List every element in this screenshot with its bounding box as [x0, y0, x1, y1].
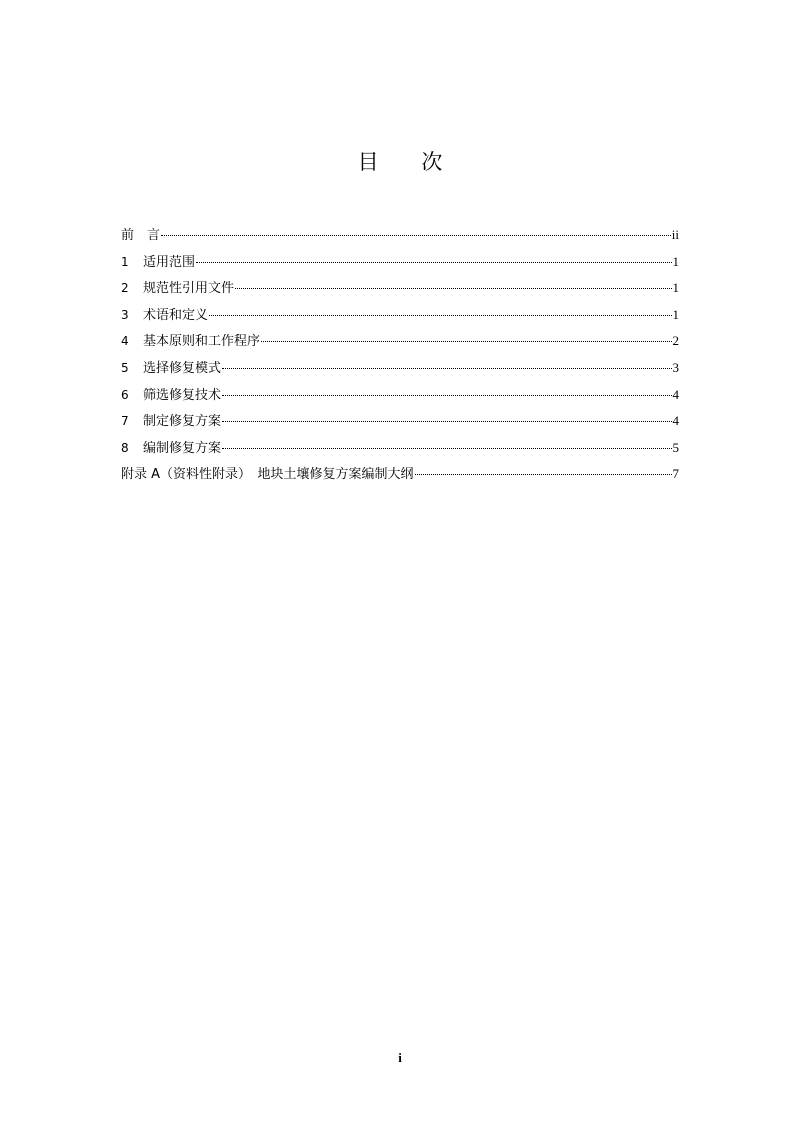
toc-entry-page: 7: [672, 466, 679, 482]
toc-dot-leader: [222, 395, 671, 396]
toc-entry-principles-procedures[interactable]: [121, 330, 679, 357]
toc-dot-leader: [196, 262, 671, 263]
toc-dot-leader: [235, 288, 671, 289]
toc-entry-page: 2: [672, 333, 679, 349]
page-title: 目 次: [357, 150, 461, 174]
toc-entry-scope[interactable]: [121, 251, 679, 278]
page-number: i: [398, 1050, 402, 1065]
toc-entry-page: ii: [671, 227, 679, 242]
toc-entry-number: 3: [121, 307, 129, 322]
toc-dot-leader: [222, 448, 671, 449]
toc-entry-label: 前 言: [121, 228, 161, 243]
toc-entry-terms-definitions[interactable]: [121, 304, 679, 331]
toc-entry-number: 5: [121, 360, 129, 375]
toc-entry-number: 6: [121, 387, 129, 402]
toc-entry-screen-technology[interactable]: [121, 384, 679, 411]
toc-entry-number: 7: [121, 414, 129, 429]
toc-entry-label: 术语和定义: [143, 307, 209, 323]
toc-entry-label: 规范性引用文件: [143, 281, 235, 297]
toc-entry-remediation-mode[interactable]: [121, 357, 679, 384]
toc-entry-page: 4: [672, 413, 679, 429]
toc-entry-page: 4: [672, 386, 679, 402]
toc-entry-number: 8: [121, 440, 129, 455]
toc-dot-leader: [161, 235, 671, 236]
toc-entry-normative-references[interactable]: [121, 277, 679, 304]
toc-entry-label: 基本原则和工作程序: [143, 334, 261, 350]
toc-entry-number: 1: [121, 254, 129, 269]
toc-entry-page: 1: [672, 253, 679, 269]
toc-dot-leader: [209, 315, 671, 316]
toc-dot-leader: [415, 474, 672, 475]
toc-dot-leader: [222, 368, 671, 369]
toc-entry-label: 筛选修复技术: [143, 387, 222, 403]
toc-entry-compile-plan[interactable]: [121, 437, 679, 464]
toc-entry-number: 2: [121, 281, 129, 296]
toc-entry-number: 4: [121, 334, 129, 349]
toc-entry-page: 1: [672, 280, 679, 296]
toc-entry-page: 5: [672, 439, 679, 455]
toc-entry-appendix-a[interactable]: [121, 463, 679, 490]
toc-entry-develop-plan[interactable]: [121, 410, 679, 437]
toc-entry-label: 编制修复方案: [143, 440, 222, 456]
table-of-contents: [121, 224, 679, 490]
toc-dot-leader: [261, 341, 671, 342]
toc-entry-label: 附录 A（资料性附录） 地块土壤修复方案编制大纲: [121, 467, 414, 483]
toc-entry-label: 适用范围: [143, 254, 196, 270]
toc-entry-preface[interactable]: [121, 224, 679, 251]
toc-dot-leader: [222, 421, 671, 422]
toc-entry-label: 选择修复模式: [143, 360, 222, 376]
toc-entry-label: 制定修复方案: [143, 414, 222, 430]
toc-entry-page: 1: [672, 306, 679, 322]
toc-entry-page: 3: [672, 359, 679, 375]
